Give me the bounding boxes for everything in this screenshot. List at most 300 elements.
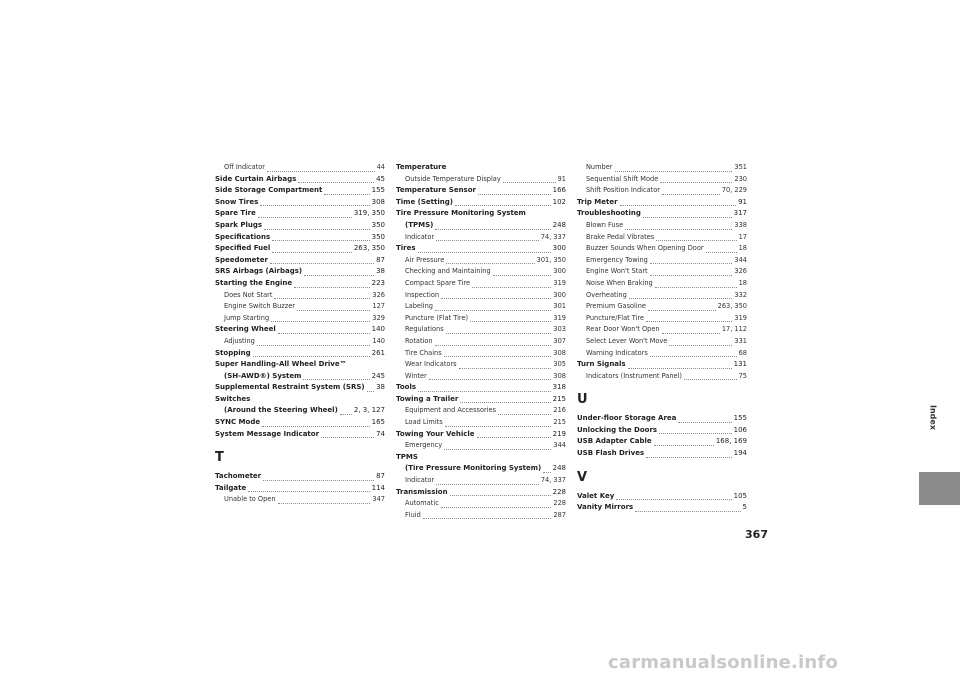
dot-leader (444, 448, 551, 450)
dot-leader (628, 367, 732, 369)
index-letter-heading: U (577, 392, 588, 408)
dot-leader (503, 181, 556, 183)
entry-term: Supplemental Restraint System (SRS) (215, 383, 365, 392)
entry-term: Tire Chains (405, 348, 442, 357)
entry-term: Compact Spare Tire (405, 278, 471, 287)
entry-page-ref: 305 (553, 360, 566, 369)
entry-term: SRS Airbags (Airbags) (215, 267, 303, 276)
index-entry (215, 197, 385, 209)
entry-page-ref: 140 (372, 336, 385, 345)
index-subentry (577, 324, 747, 336)
dot-leader (294, 286, 369, 288)
entry-term: Tires (396, 244, 416, 253)
entry-term: Valet Key (577, 491, 615, 500)
entry-page-ref: 338 (734, 220, 747, 229)
entry-page-ref: 216 (553, 406, 566, 415)
dot-leader (643, 216, 732, 218)
section-side-label: Index (928, 405, 938, 430)
dot-leader (321, 436, 374, 438)
index-column-1 (215, 162, 385, 506)
entry-page-ref: 223 (371, 278, 385, 287)
dot-leader (498, 413, 551, 415)
index-entry (577, 491, 747, 503)
entry-page-ref: 344 (734, 255, 747, 264)
entry-page-ref: 319 (734, 313, 747, 322)
index-letter-heading: V (577, 469, 588, 485)
entry-term: Specified Fuel (215, 244, 271, 253)
dot-leader (258, 216, 352, 218)
entry-page-ref: 219 (552, 429, 566, 438)
entry-term: Troubleshooting (577, 209, 641, 218)
entry-page-ref: 331 (734, 336, 747, 345)
index-entry (396, 452, 566, 464)
index-entry (396, 394, 566, 406)
index-letter-heading: T (215, 450, 224, 466)
entry-page-ref: 155 (733, 414, 747, 423)
dot-leader (615, 170, 733, 172)
dot-leader (662, 193, 720, 195)
index-column-3 (577, 162, 747, 514)
entry-term: Tailgate (215, 483, 247, 492)
entry-page-ref: 68 (738, 348, 747, 357)
entry-page-ref: 344 (553, 441, 566, 450)
entry-page-ref: 329 (372, 313, 385, 322)
entry-page-ref: 301, 350 (536, 255, 566, 264)
index-entry (215, 483, 385, 495)
entry-page-ref: 248 (552, 464, 566, 473)
entry-page-ref: 261 (371, 348, 385, 357)
index-subentry (577, 301, 747, 313)
dot-leader (445, 425, 552, 427)
index-subentry (396, 405, 566, 417)
entry-page-ref: 74 (376, 429, 385, 438)
entry-page-ref: 91 (738, 197, 747, 206)
dot-leader (654, 444, 714, 446)
entry-page-ref: 317 (733, 209, 747, 218)
index-entry (215, 405, 385, 417)
entry-page-ref: 17, 112 (721, 325, 747, 334)
entry-page-ref: 165 (371, 418, 385, 427)
dot-leader (272, 251, 352, 253)
entry-page-ref: 303 (553, 325, 566, 334)
dot-leader (272, 239, 370, 241)
index-subentry (215, 162, 385, 174)
entry-term: SYNC Mode (215, 418, 261, 427)
entry-term: Rear Door Won't Open (586, 325, 660, 334)
entry-page-ref: 127 (372, 302, 385, 311)
dot-leader (460, 401, 550, 403)
index-subentry (396, 371, 566, 383)
dot-leader (659, 432, 732, 434)
entry-page-ref: 114 (371, 483, 385, 492)
entry-term: Brake Pedal Vibrates (586, 232, 655, 241)
dot-leader (304, 274, 374, 276)
dot-leader (684, 378, 737, 380)
dot-leader (648, 309, 716, 311)
entry-term: Fluid (405, 510, 421, 519)
dot-leader (303, 378, 369, 380)
dot-leader (270, 262, 374, 264)
index-entry (215, 208, 385, 220)
entry-term: Tachometer (215, 472, 262, 481)
entry-term: Snow Tires (215, 197, 259, 206)
entry-term: Select Lever Won't Move (586, 336, 668, 345)
entry-page-ref: 45 (376, 174, 385, 183)
entry-term: Labeling (405, 302, 433, 311)
dot-leader (260, 204, 369, 206)
entry-page-ref: 17 (738, 232, 747, 241)
entry-term: Rotation (405, 336, 433, 345)
entry-page-ref: 300 (552, 244, 566, 253)
index-subentry (396, 336, 566, 348)
entry-term: Emergency Towing (586, 255, 648, 264)
dot-leader (435, 344, 552, 346)
dot-leader (660, 181, 732, 183)
index-subentry (396, 290, 566, 302)
entry-page-ref: 70, 229 (721, 186, 747, 195)
dot-leader (650, 355, 737, 357)
dot-leader (662, 332, 720, 334)
entry-term: System Message Indicator (215, 429, 320, 438)
index-subentry (396, 475, 566, 487)
watermark: carmanualsonline.info (608, 652, 839, 673)
index-subentry (577, 371, 747, 383)
entry-term: Blown Fuse (586, 220, 624, 229)
dot-leader (418, 390, 551, 392)
entry-page-ref: 74, 337 (540, 232, 566, 241)
entry-page-ref: 166 (552, 186, 566, 195)
dot-leader (629, 297, 733, 299)
dot-leader (436, 239, 539, 241)
entry-page-ref: 87 (376, 255, 385, 264)
entry-term: Air Pressure (405, 255, 445, 264)
entry-term: Indicator (405, 476, 435, 485)
index-entry (396, 243, 566, 255)
index-subentry (215, 301, 385, 313)
entry-term: USB Adapter Cable (577, 437, 652, 446)
entry-page-ref: 102 (552, 197, 566, 206)
entry-term: Tire Pressure Monitoring System (396, 209, 526, 218)
entry-term: Time (Setting) (396, 197, 453, 206)
entry-term: Spare Tire (215, 209, 256, 218)
index-entry (396, 487, 566, 499)
dot-leader (444, 355, 552, 357)
entry-page-ref: 319, 350 (353, 209, 385, 218)
dot-leader (435, 309, 551, 311)
index-subentry (396, 313, 566, 325)
entry-term: Overheating (586, 290, 627, 299)
index-subentry (396, 255, 566, 267)
dot-leader (669, 344, 732, 346)
index-subentry (577, 174, 747, 186)
entry-term: Sequential Shift Mode (586, 174, 659, 183)
entry-term: USB Flash Drives (577, 449, 645, 458)
index-entry (215, 220, 385, 232)
index-entry (396, 208, 566, 220)
entry-term: Warning Indicators (586, 348, 648, 357)
entry-term: Winter (405, 371, 427, 380)
entry-page-ref: 131 (733, 360, 747, 369)
entry-term: (Tire Pressure Monitoring System) (405, 464, 542, 473)
index-subentry (577, 220, 747, 232)
entry-term: Temperature Sensor (396, 186, 476, 195)
entry-term: Trip Meter (577, 197, 618, 206)
entry-term: Turn Signals (577, 360, 626, 369)
index-entry (396, 382, 566, 394)
index-subentry (396, 440, 566, 452)
dot-leader (435, 228, 550, 230)
dot-leader (650, 274, 733, 276)
dot-leader (264, 228, 370, 230)
entry-term: Does Not Start (224, 290, 273, 299)
dot-leader (262, 425, 370, 427)
entry-page-ref: 307 (553, 336, 566, 345)
entry-page-ref: 332 (734, 290, 747, 299)
entry-term: Steering Wheel (215, 325, 276, 334)
index-subentry (577, 255, 747, 267)
entry-term: TPMS (396, 452, 418, 461)
index-subentry (215, 336, 385, 348)
entry-term: Speedometer (215, 255, 268, 264)
index-entry (215, 471, 385, 483)
entry-term: Side Storage Compartment (215, 186, 323, 195)
index-subentry (215, 290, 385, 302)
index-entry (215, 232, 385, 244)
index-subentry (396, 278, 566, 290)
entry-page-ref: 263, 350 (353, 244, 385, 253)
entry-term: Emergency (405, 441, 443, 450)
index-subentry (577, 290, 747, 302)
index-subentry (577, 278, 747, 290)
index-subentry (577, 185, 747, 197)
index-subentry (215, 313, 385, 325)
dot-leader (257, 344, 371, 346)
entry-term: Engine Switch Buzzer (224, 302, 295, 311)
entry-page-ref: 18 (738, 244, 747, 253)
index-entry (215, 429, 385, 441)
index-entry (215, 174, 385, 186)
entry-page-ref: 318 (552, 383, 566, 392)
entry-term: Temperature (396, 163, 447, 171)
entry-page-ref: 18 (738, 278, 747, 287)
index-entry (215, 417, 385, 429)
entry-page-ref: 326 (734, 267, 747, 276)
entry-term: Automatic (405, 499, 439, 508)
entry-term: Indicator (405, 232, 435, 241)
index-subentry (396, 266, 566, 278)
dot-leader (655, 286, 737, 288)
dot-leader (635, 510, 740, 512)
entry-page-ref: 347 (372, 495, 385, 504)
entry-term: Premium Gasoline (586, 302, 646, 311)
index-subentry (396, 301, 566, 313)
index-entry (577, 208, 747, 220)
index-subentry (396, 174, 566, 186)
dot-leader (646, 320, 732, 322)
entry-page-ref: 301 (553, 302, 566, 311)
section-tab (919, 472, 960, 505)
dot-leader (441, 297, 551, 299)
entry-term: Puncture/Flat Tire (586, 313, 645, 322)
entry-term: Noise When Braking (586, 278, 653, 287)
index-entry (215, 394, 385, 406)
entry-page-ref: 38 (376, 383, 385, 392)
dot-leader (477, 436, 551, 438)
entry-page-ref: 38 (376, 267, 385, 276)
dot-leader (625, 228, 732, 230)
entry-page-ref: 44 (376, 163, 385, 171)
entry-page-ref: 5 (742, 503, 747, 512)
dot-leader (274, 297, 370, 299)
index-entry (396, 463, 566, 475)
entry-term: Puncture (Flat Tire) (405, 313, 469, 322)
index-entry (215, 324, 385, 336)
entry-term: Unlocking the Doors (577, 425, 658, 434)
dot-leader (656, 239, 736, 241)
entry-term: Wear Indicators (405, 360, 457, 369)
index-subentry (396, 498, 566, 510)
index-column-2 (396, 162, 566, 521)
dot-leader (429, 378, 552, 380)
entry-page-ref: 105 (733, 491, 747, 500)
index-entry (215, 266, 385, 278)
entry-page-ref: 215 (553, 418, 566, 427)
index-entry (577, 436, 747, 448)
index-subentry (577, 313, 747, 325)
index-subentry (577, 243, 747, 255)
index-entry (215, 371, 385, 383)
index-entry (215, 359, 385, 371)
dot-leader (446, 332, 552, 334)
dot-leader (297, 309, 370, 311)
entry-page-ref: 326 (372, 290, 385, 299)
entry-term: Adjusting (224, 336, 255, 345)
entry-page-ref: 248 (552, 220, 566, 229)
entry-term: Specifications (215, 232, 271, 241)
dot-leader (493, 274, 552, 276)
entry-term: (SH-AWD®) System (224, 371, 302, 380)
entry-term: Starting the Engine (215, 278, 293, 287)
entry-page-ref: 245 (371, 371, 385, 380)
dot-leader (455, 204, 551, 206)
entry-term: Jump Starting (224, 313, 270, 322)
index-entry (577, 502, 747, 514)
entry-term: Towing Your Vehicle (396, 429, 475, 438)
dot-leader (267, 170, 375, 172)
entry-page-ref: 308 (371, 197, 385, 206)
entry-page-ref: 168, 169 (715, 437, 747, 446)
index-entry (396, 162, 566, 174)
index-entry (215, 382, 385, 394)
index-subentry (396, 348, 566, 360)
entry-term: Indicators (Instrument Panel) (586, 371, 682, 380)
entry-term: Vanity Mirrors (577, 503, 634, 512)
entry-page-ref: 87 (376, 472, 385, 481)
dot-leader (616, 498, 731, 500)
index-subentry (577, 336, 747, 348)
entry-page-ref: 155 (371, 186, 385, 195)
dot-leader (459, 367, 552, 369)
entry-term: Equipment and Accessories (405, 406, 497, 415)
index-subentry (396, 232, 566, 244)
dot-leader (706, 251, 737, 253)
entry-term: Shift Position Indicator (586, 186, 660, 195)
index-subentry (577, 162, 747, 174)
entry-page-ref: 319 (553, 313, 566, 322)
dot-leader (324, 193, 369, 195)
entry-page-ref: 308 (553, 348, 566, 357)
dot-leader (298, 181, 374, 183)
entry-page-ref: 194 (733, 449, 747, 458)
entry-page-ref: 351 (734, 163, 747, 171)
index-entry (215, 278, 385, 290)
entry-page-ref: 300 (553, 290, 566, 299)
index-entry (215, 348, 385, 360)
entry-page-ref: 308 (553, 371, 566, 380)
dot-leader (620, 204, 737, 206)
index-subentry (396, 510, 566, 522)
entry-term: Transmission (396, 487, 448, 496)
entry-term: Stopping (215, 348, 251, 357)
entry-term: Regulations (405, 325, 444, 334)
dot-leader (441, 506, 552, 508)
entry-term: Engine Won't Start (586, 267, 648, 276)
index-entry (577, 359, 747, 371)
index-subentry (577, 232, 747, 244)
dot-leader (650, 262, 733, 264)
entry-term: Super Handling-All Wheel Drive™ (215, 360, 347, 369)
index-entry (215, 243, 385, 255)
entry-term: Off Indicator (224, 163, 265, 171)
entry-term: Side Curtain Airbags (215, 174, 297, 183)
dot-leader (470, 320, 551, 322)
entry-term: Outside Temperature Display (405, 174, 501, 183)
dot-leader (446, 262, 534, 264)
index-subentry (577, 348, 747, 360)
index-entry (396, 197, 566, 209)
entry-page-ref: 319 (553, 278, 566, 287)
dot-leader (248, 490, 369, 492)
dot-leader (678, 421, 731, 423)
entry-page-ref: 215 (552, 394, 566, 403)
entry-page-ref: 228 (553, 499, 566, 508)
entry-term: Unable to Open (224, 495, 276, 504)
index-subentry (396, 324, 566, 336)
dot-leader (472, 286, 551, 288)
index-subentry (215, 494, 385, 506)
index-entry (577, 413, 747, 425)
entry-term: Number (586, 163, 613, 171)
index-entry (577, 197, 747, 209)
entry-term: Towing a Trailer (396, 394, 459, 403)
dot-leader (543, 471, 550, 473)
dot-leader (278, 332, 370, 334)
entry-page-ref: 74, 337 (540, 476, 566, 485)
dot-leader (278, 502, 371, 504)
page-number: 367 (745, 528, 768, 541)
dot-leader (436, 483, 539, 485)
index-subentry (577, 266, 747, 278)
entry-page-ref: 287 (553, 510, 566, 519)
dot-leader (271, 320, 370, 322)
entry-term: Load Limits (405, 418, 443, 427)
dot-leader (340, 413, 352, 415)
entry-term: (TPMS) (405, 220, 434, 229)
entry-term: (Around the Steering Wheel) (224, 406, 338, 415)
index-entry (396, 220, 566, 232)
entry-page-ref: 300 (553, 267, 566, 276)
index-entry (577, 425, 747, 437)
